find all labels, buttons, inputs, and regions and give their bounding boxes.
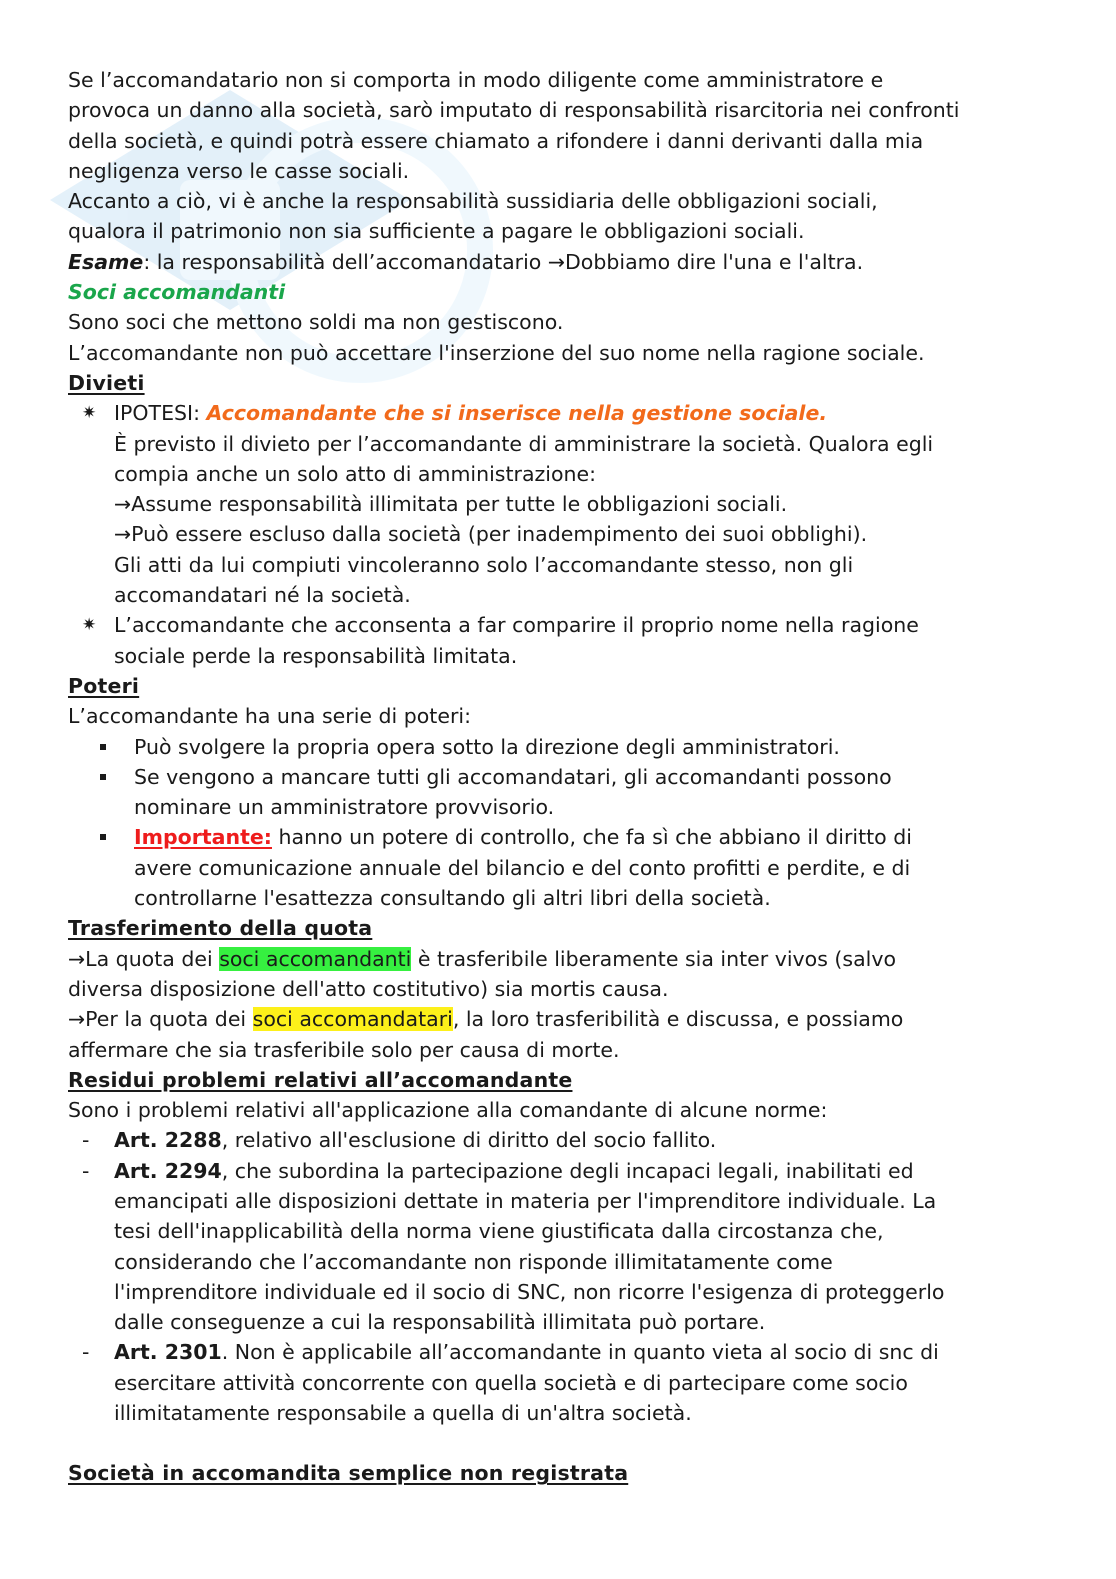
trasf-p2-post: , la loro trasferibilità e discussa, e possiamo [452,1007,904,1032]
trasf-p1-post: è trasferibile liberamente sia inter vivos (salvo [411,946,897,971]
art-2294-label: Art. 2294 [114,1158,222,1183]
spacer [68,1428,1068,1458]
poteri-item-3-line-1: avere comunicazione annuale del bilancio e del conto profitti e perdite, e di [134,855,911,880]
art-2301-line-1: esercitare attività concorrente con quella società e di partecipare come socio [114,1370,908,1395]
residui-item-art-2288 [68,1125,1068,1155]
art-2301-first: . Non è applicabile all’accomandante in quanto vieta al socio di snc di [221,1340,939,1365]
poteri-item-1-text: Può svolgere la propria opera sotto la direzione degli amministratori. [134,734,840,759]
heading-residui: Residui problemi relativi all’accomandante [68,1067,573,1092]
importante-label: Importante: [134,825,272,850]
art-2294-line-5: dalle conseguenze a cui la responsabilità illimitata può portare. [114,1310,766,1335]
highlight-soci-accomandatari: soci accomandatari [252,1007,453,1032]
heading-poteri: Poteri [68,673,140,698]
soci-line-2: L’accomandante non può accettare l'inserzione del suo nome nella ragione sociale. [68,340,925,365]
square-bullet-icon [100,834,106,840]
poteri-item-2-line-1: Se vengono a mancare tutti gli accomandatari, gli accomandanti possono [134,764,892,789]
document-page [68,65,1068,1489]
exam-note [68,247,1068,277]
art-2301-line-2: illimitatamente responsabile a quella di un'altra società. [114,1401,692,1426]
art-2288-label: Art. 2288 [114,1128,222,1153]
poteri-item-3 [68,822,1068,913]
heading-trasferimento: Trasferimento della quota [68,916,373,941]
divieti-item-2-line-1: L’accomandante che acconsenta a far comparire il proprio nome nella ragione [114,613,919,638]
poteri-item-1 [68,732,1068,762]
art-2294-first: , che subordina la partecipazione degli incapaci legali, inabilitati ed [221,1158,914,1183]
poteri-intro: L’accomandante ha una serie di poteri: [68,704,471,729]
residui-intro: Sono i problemi relativi all'applicazione alla comandante di alcune norme: [68,1098,828,1123]
dash-bullet-icon: - [82,1340,90,1365]
divieti-item-1-line-1: È previsto il divieto per l’accomandante di amministrare la società. Qualora egli [114,431,934,456]
divieti-item-1-line-6: accomandatari né la società. [114,583,411,608]
art-2294-line-2: tesi dell'inapplicabilità della norma viene giustificata dalla circostanza che, [114,1219,884,1244]
poteri-item-2 [68,762,1068,823]
intro-line-3: della società, e quindi potrà essere chiamato a rifondere i danni derivanti dalla mia [68,128,924,153]
divieti-item-1 [68,398,1068,610]
square-bullet-icon [100,774,106,780]
residui-item-art-2294 [68,1156,1068,1338]
exam-label: Esame [68,249,144,274]
divieti-item-1-line-2: compia anche un solo atto di amministrazione: [114,461,597,486]
intro-line-4: negligenza verso le casse sociali. [68,158,410,183]
divieti-item-1-line-4: →Può essere escluso dalla società (per inadempimento dei suoi obblighi). [114,522,868,547]
art-2294-line-1: emancipati alle disposizioni dettate in materia per l'imprenditore individuale. La [114,1188,937,1213]
exam-text: : la responsabilità dell’accomandatario →Dobbiamo dire l'una e l'altra. [143,249,864,274]
divieti-item-2-line-2: sociale perde la responsabilità limitata. [114,643,518,668]
art-2288-text: , relativo all'esclusione di diritto del socio fallito. [221,1128,717,1153]
highlight-soci-accomandanti: soci accomandanti [219,946,412,971]
heading-divieti: Divieti [68,370,145,395]
poteri-item-2-line-2: nominare un amministratore provvisorio. [134,795,555,820]
intro-line-5: Accanto a ciò, vi è anche la responsabilità sussidiaria delle obbligazioni sociali, [68,189,878,214]
ipotesi-label: IPOTESI: [114,401,207,426]
intro-line-6: qualora il patrimonio non sia sufficiente a pagare le obbligazioni sociali. [68,219,805,244]
soci-line-1: Sono soci che mettono soldi ma non gestiscono. [68,310,564,335]
trasf-p1-line-2: diversa disposizione dell'atto costitutivo) sia mortis causa. [68,976,669,1001]
intro-line-2: provoca un danno alla società, sarò imputato di responsabilità risarcitoria nei confronti [68,98,960,123]
trasf-p1-pre: →La quota dei [68,946,220,971]
art-2294-line-3: considerando che l’accomandante non risponde illimitatamente come [114,1249,833,1274]
ipotesi-emphasis: Accomandante che si inserisce nella gestione sociale. [206,401,828,426]
divieti-item-1-line-3: →Assume responsabilità illimitata per tutte le obbligazioni sociali. [114,492,788,517]
star-bullet-icon: ✷ [82,615,97,636]
art-2301-label: Art. 2301 [114,1340,222,1365]
heading-soci-accomandanti: Soci accomandanti [68,280,286,305]
dash-bullet-icon: - [82,1158,90,1183]
intro-line-1: Se l’accomandatario non si comporta in modo diligente come amministratore e [68,68,884,92]
trasf-p2-pre: →Per la quota dei [68,1007,253,1032]
divieti-item-2 [68,610,1068,671]
dash-bullet-icon: - [82,1128,90,1153]
divieti-item-1-line-5: Gli atti da lui compiuti vincoleranno solo l’accomandante stesso, non gli [114,552,854,577]
star-bullet-icon: ✷ [82,403,97,424]
art-2294-line-4: l'imprenditore individuale ed il socio di SNC, non ricorre l'esigenza di proteggerlo [114,1279,945,1304]
heading-sas-non-registrata: Società in accomandita semplice non registrata [68,1461,629,1486]
trasf-p2-line-2: affermare che sia trasferibile solo per causa di morte. [68,1037,620,1062]
square-bullet-icon [100,744,106,750]
residui-item-art-2301 [68,1337,1068,1428]
poteri-item-3-first: hanno un potere di controllo, che fa sì che abbiano il diritto di [272,825,912,850]
poteri-item-3-line-2: controllarne l'esattezza consultando gli altri libri della società. [134,886,771,911]
